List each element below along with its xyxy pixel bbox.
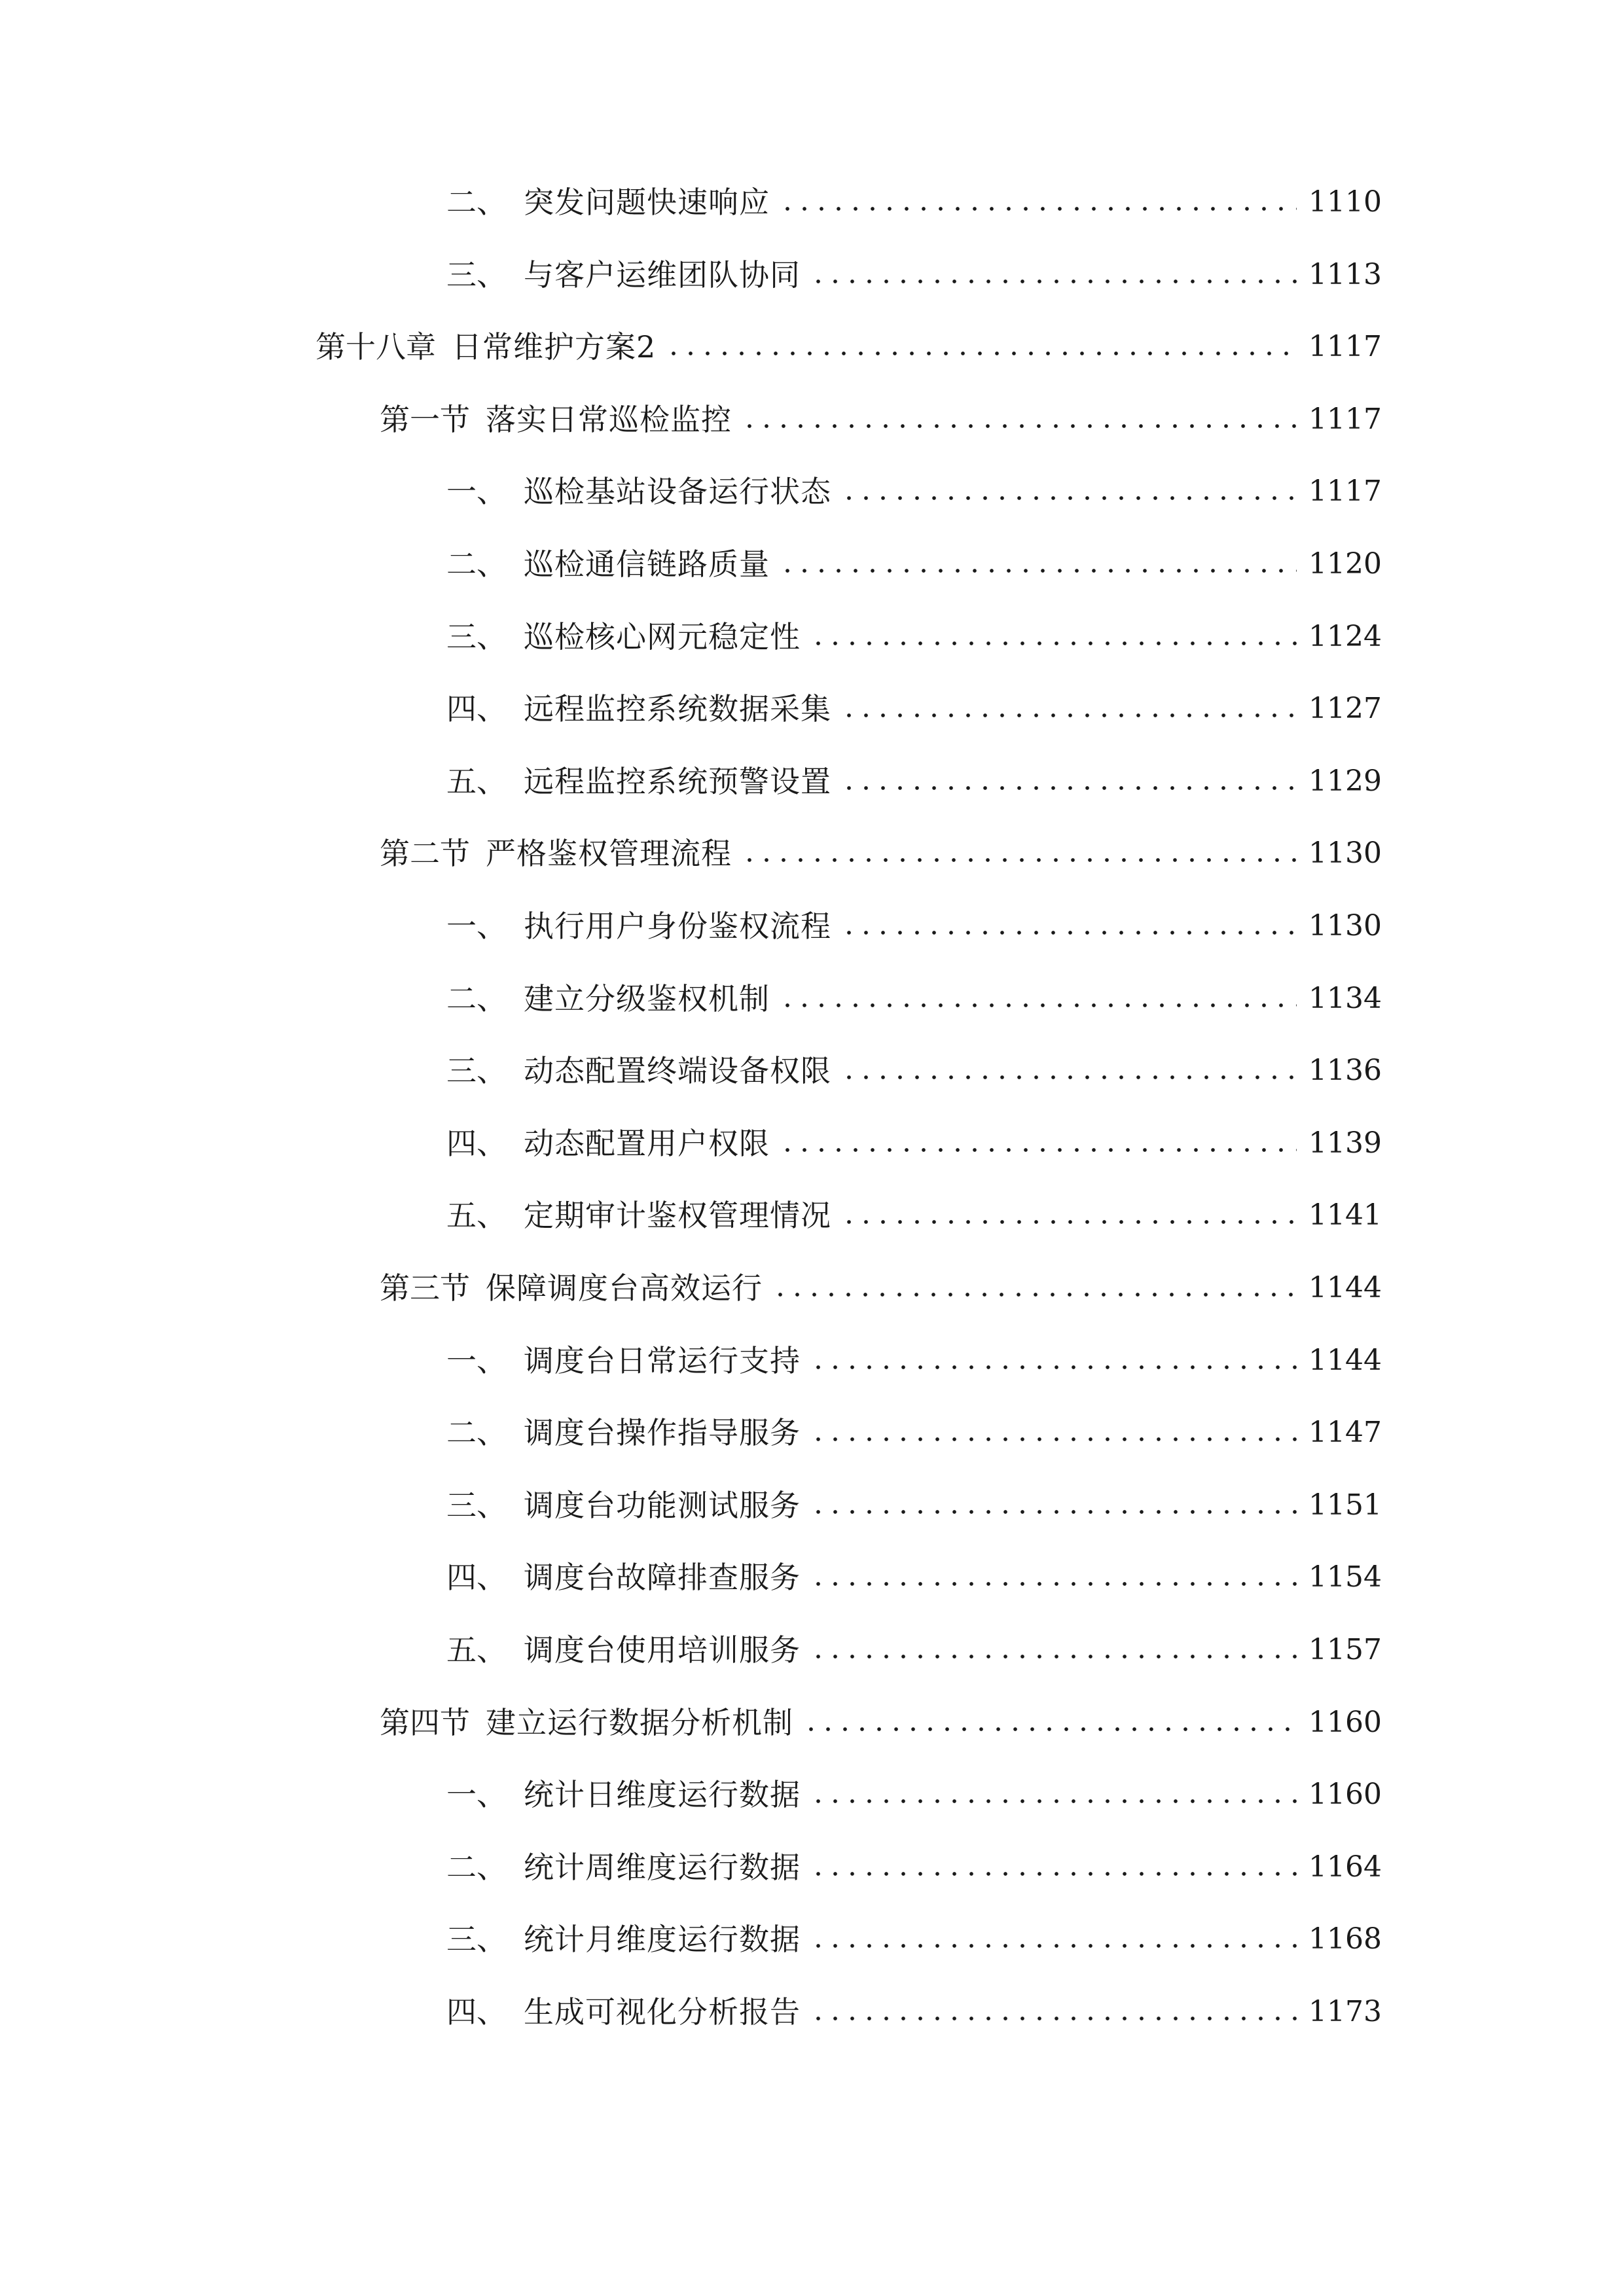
toc-entry-title: 远程监控系统预警设置 — [524, 763, 831, 799]
toc-dot-leader — [840, 1071, 1297, 1084]
toc-entry-number: 第三节 — [380, 1270, 470, 1306]
toc-page-number: 1127 — [1308, 692, 1382, 726]
toc-page-number: 1173 — [1308, 1995, 1382, 2028]
toc-dot-leader — [810, 275, 1297, 288]
toc-page-number: 1154 — [1308, 1560, 1382, 1594]
toc-entry[interactable] — [380, 1696, 1382, 1749]
toc-entry-title: 与客户运维团队协同 — [524, 257, 801, 293]
toc-entry[interactable] — [446, 1913, 1382, 1965]
toc-entry-number: 二、 — [446, 1849, 507, 1885]
toc-entry-title: 统计周维度运行数据 — [524, 1849, 801, 1885]
toc-dot-leader — [810, 1795, 1297, 1808]
toc-entry-title: 动态配置用户权限 — [524, 1125, 770, 1161]
toc-entry-number: 四、 — [446, 1560, 507, 1596]
toc-entry-title: 调度台日常运行支持 — [524, 1342, 801, 1378]
toc-dot-leader — [665, 347, 1297, 360]
toc-entry-title: 保障调度台高效运行 — [486, 1270, 763, 1306]
toc-dot-leader — [779, 564, 1297, 577]
toc-entry[interactable] — [446, 900, 1382, 952]
toc-entry-number: 五、 — [446, 1198, 507, 1234]
toc-entry-number: 三、 — [446, 1922, 507, 1958]
toc-entry[interactable] — [446, 1986, 1382, 2038]
toc-entry[interactable] — [446, 1624, 1382, 1676]
toc-entry[interactable] — [446, 176, 1382, 228]
toc-dot-leader — [840, 492, 1297, 505]
toc-dot-leader — [840, 709, 1297, 722]
toc-entry-number: 一、 — [446, 1342, 507, 1378]
toc-entry-number: 五、 — [446, 1632, 507, 1668]
toc-entry-title: 定期审计鉴权管理情况 — [524, 1198, 831, 1234]
toc-entry[interactable] — [446, 1189, 1382, 1242]
toc-entry-number: 第四节 — [380, 1704, 470, 1740]
toc-entry-title: 严格鉴权管理流程 — [486, 836, 732, 872]
toc-dot-leader — [779, 1143, 1297, 1157]
toc-page-number: 1134 — [1308, 981, 1382, 1015]
toc-page-number: 1144 — [1308, 1343, 1382, 1377]
toc-entry[interactable] — [380, 1262, 1382, 1314]
toc-dot-leader — [810, 637, 1297, 650]
toc-dot-leader — [810, 1577, 1297, 1590]
toc-entry-number: 第十八章 — [316, 329, 436, 365]
toc-entry-number: 三、 — [446, 257, 507, 293]
toc-entry[interactable] — [446, 1479, 1382, 1532]
toc-entry-number: 二、 — [446, 547, 507, 582]
toc-entry[interactable] — [446, 465, 1382, 518]
toc-page-number: 1168 — [1308, 1922, 1382, 1956]
toc-page-number: 1113 — [1308, 257, 1382, 291]
toc-entry-number: 一、 — [446, 1777, 507, 1813]
toc-entry-number: 第一节 — [380, 401, 470, 437]
toc-entry[interactable] — [446, 1045, 1382, 1097]
toc-entry-number: 第二节 — [380, 836, 470, 872]
toc-entry-title: 调度台操作指导服务 — [524, 1415, 801, 1451]
toc-entry[interactable] — [446, 538, 1382, 590]
toc-entry-number: 二、 — [446, 185, 507, 220]
toc-entry-title: 调度台故障排查服务 — [524, 1560, 801, 1596]
toc-entry-title: 调度台功能测试服务 — [524, 1487, 801, 1523]
toc-entry[interactable] — [446, 1551, 1382, 1604]
toc-entry-title: 执行用户身份鉴权流程 — [524, 908, 831, 944]
toc-dot-leader — [741, 420, 1297, 433]
toc-entry-title: 调度台使用培训服务 — [524, 1632, 801, 1668]
toc-page-number: 1117 — [1308, 330, 1382, 364]
toc-dot-leader — [840, 926, 1297, 939]
toc-entry[interactable] — [446, 973, 1382, 1025]
toc-dot-leader — [810, 1939, 1297, 1952]
toc-dot-leader — [840, 1215, 1297, 1229]
toc-dot-leader — [772, 1288, 1297, 1301]
toc-entry[interactable] — [446, 1841, 1382, 1893]
toc-dot-leader — [803, 1723, 1297, 1736]
toc-entry[interactable] — [446, 755, 1382, 808]
toc-entry-number: 四、 — [446, 1125, 507, 1161]
toc-entry-title: 落实日常巡检监控 — [486, 401, 732, 437]
toc-dot-leader — [810, 1361, 1297, 1374]
toc-page-number: 1147 — [1308, 1416, 1382, 1450]
toc-entry[interactable] — [446, 1117, 1382, 1170]
toc-entry-title: 巡检基站设备运行状态 — [524, 474, 831, 510]
toc-entry-number: 二、 — [446, 1415, 507, 1451]
toc-entry-title: 动态配置终端设备权限 — [524, 1053, 831, 1089]
toc-page-number: 1110 — [1308, 185, 1382, 219]
toc-dot-leader — [810, 1867, 1297, 1880]
toc-page-number: 1130 — [1308, 836, 1382, 870]
toc-entry[interactable] — [446, 611, 1382, 663]
toc-entry[interactable] — [446, 249, 1382, 301]
toc-entry[interactable] — [380, 393, 1382, 446]
toc-dot-leader — [810, 1505, 1297, 1518]
toc-page-number: 1136 — [1308, 1054, 1382, 1088]
toc-dot-leader — [779, 202, 1297, 215]
toc-entry-title: 突发问题快速响应 — [524, 185, 770, 220]
toc-entry-number: 一、 — [446, 474, 507, 510]
toc-entry-number: 四、 — [446, 691, 507, 727]
toc-page-number: 1129 — [1308, 764, 1382, 798]
toc-page-number: 1151 — [1308, 1488, 1382, 1522]
toc-page-number: 1120 — [1308, 547, 1382, 581]
toc-page-number: 1160 — [1308, 1705, 1382, 1739]
toc-entry-number: 三、 — [446, 1487, 507, 1523]
toc-page-number: 1141 — [1308, 1198, 1382, 1232]
toc-entry-number: 三、 — [446, 1053, 507, 1089]
toc-entry[interactable] — [446, 1768, 1382, 1821]
toc-dot-leader — [779, 999, 1297, 1012]
toc-entry-title: 生成可视化分析报告 — [524, 1994, 801, 2030]
toc-entry[interactable] — [316, 321, 1382, 373]
toc-page-number: 1139 — [1308, 1126, 1382, 1160]
toc-entry[interactable] — [446, 1335, 1382, 1387]
toc-entry-number: 三、 — [446, 619, 507, 655]
toc-entry-title: 远程监控系统数据采集 — [524, 691, 831, 727]
toc-entry-number: 二、 — [446, 980, 507, 1016]
toc-entry-title: 建立运行数据分析机制 — [486, 1704, 793, 1740]
toc-page-number: 1160 — [1308, 1778, 1382, 1812]
toc-entry-title: 统计日维度运行数据 — [524, 1777, 801, 1813]
toc-entry-number: 五、 — [446, 763, 507, 799]
toc-dot-leader — [810, 2012, 1297, 2025]
toc-entry-title: 日常维护方案2 — [452, 329, 657, 365]
toc-entry-title: 巡检通信链路质量 — [524, 547, 770, 582]
toc-entry-number: 一、 — [446, 908, 507, 944]
toc-dot-leader — [810, 1650, 1297, 1663]
toc-entry[interactable] — [380, 827, 1382, 880]
toc-dot-leader — [741, 853, 1297, 867]
toc-dot-leader — [810, 1433, 1297, 1446]
toc-entry-title: 巡检核心网元稳定性 — [524, 619, 801, 655]
toc-page-number: 1157 — [1308, 1633, 1382, 1666]
toc-dot-leader — [840, 781, 1297, 795]
toc-page-number: 1144 — [1308, 1271, 1382, 1304]
toc-page-number: 1117 — [1308, 402, 1382, 436]
toc-entry-title: 建立分级鉴权机制 — [524, 980, 770, 1016]
toc-entry-number: 四、 — [446, 1994, 507, 2030]
toc-entry[interactable] — [446, 1407, 1382, 1459]
toc-page-number: 1130 — [1308, 909, 1382, 942]
toc-entry[interactable] — [446, 683, 1382, 735]
toc-page-number: 1124 — [1308, 619, 1382, 653]
toc-entry-title: 统计月维度运行数据 — [524, 1922, 801, 1958]
toc-page-number: 1117 — [1308, 475, 1382, 509]
toc-page-number: 1164 — [1308, 1850, 1382, 1884]
